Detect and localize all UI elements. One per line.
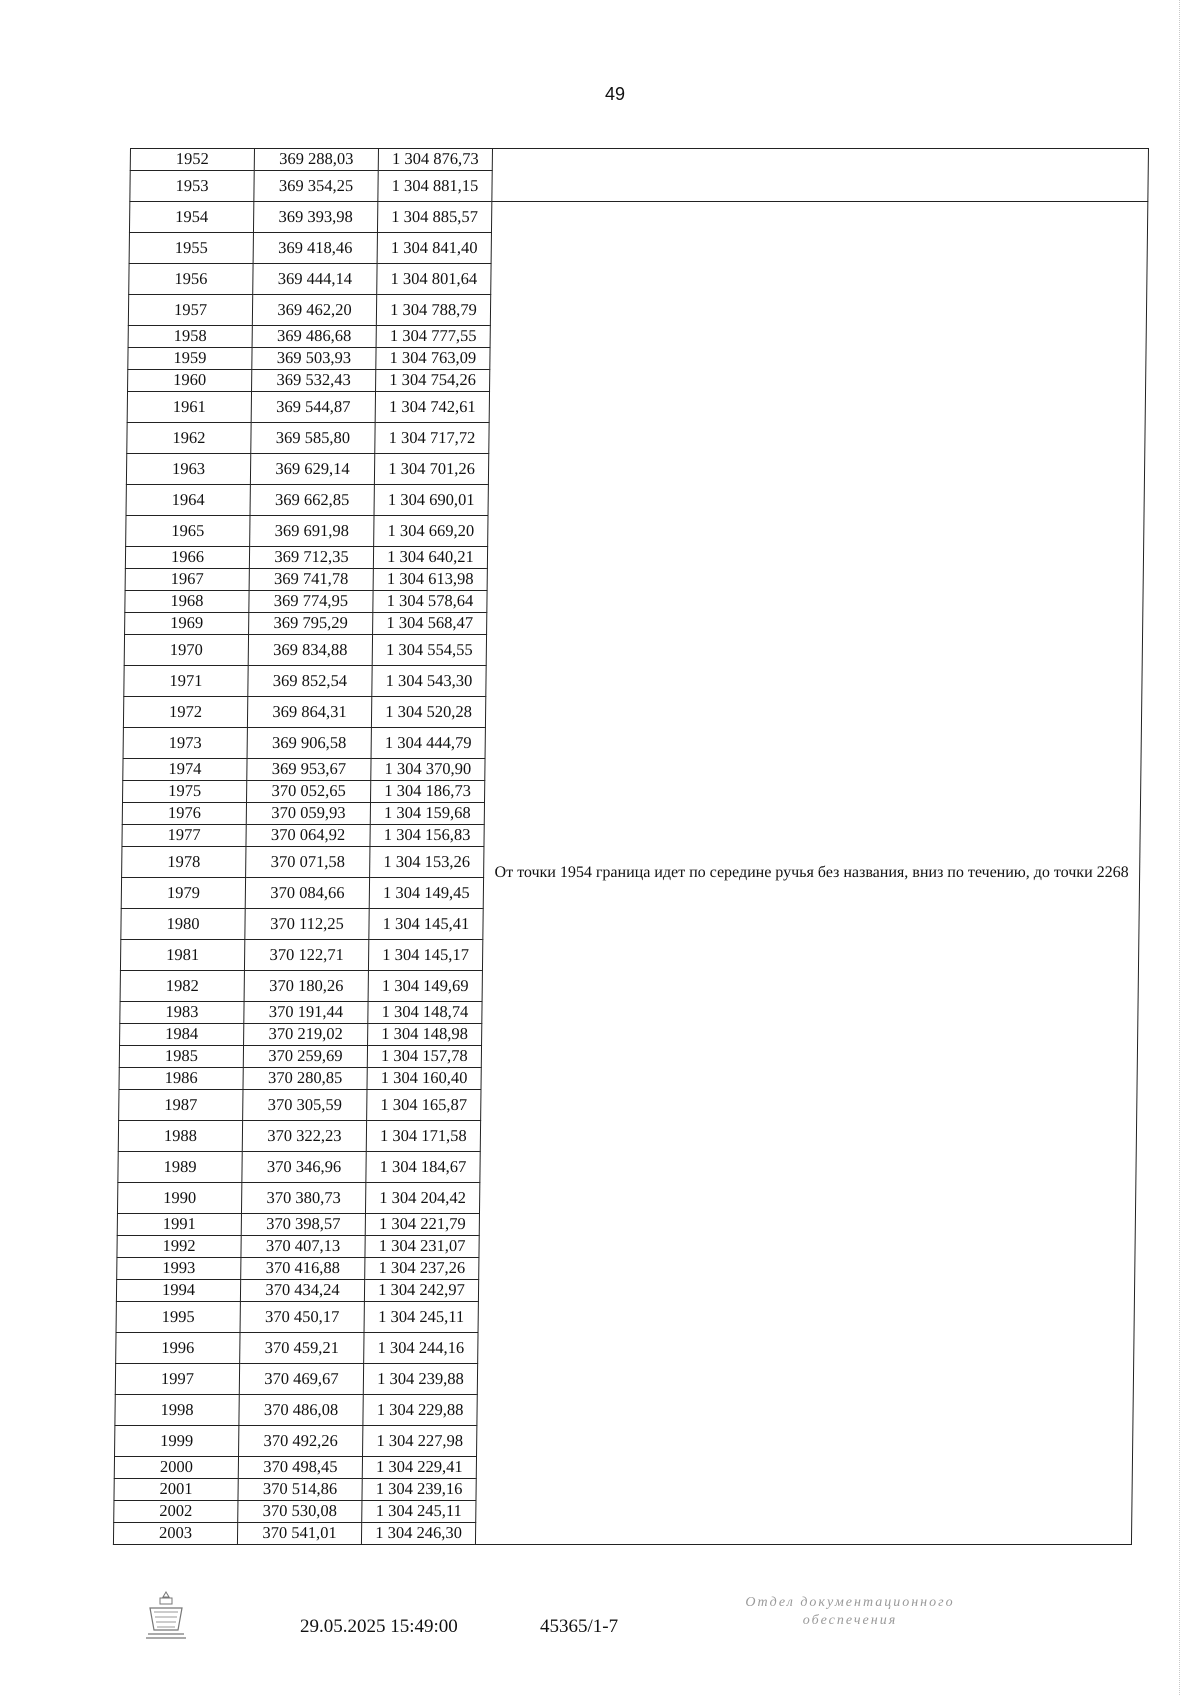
x-coordinate-cell: 370 052,65 [247, 781, 371, 803]
point-number-cell: 1976 [122, 803, 246, 825]
x-coordinate-cell: 370 498,45 [238, 1457, 362, 1479]
y-coordinate-cell: 1 304 763,09 [376, 348, 490, 370]
boundary-description-cell: От точки 1954 граница идет по середине ручья без названия, вниз по течению, до точки 2268 [475, 202, 1147, 1545]
x-coordinate-cell: 370 407,13 [241, 1236, 365, 1258]
point-number-cell: 1965 [126, 516, 250, 547]
point-number-cell: 1963 [126, 454, 250, 485]
x-coordinate-cell: 369 418,46 [253, 233, 377, 264]
point-number-cell: 1960 [128, 370, 252, 392]
x-coordinate-cell: 370 514,86 [238, 1479, 362, 1501]
x-coordinate-cell: 370 398,57 [241, 1214, 365, 1236]
point-number-cell: 1979 [121, 878, 245, 909]
scan-edge-artifact [1179, 0, 1200, 1695]
y-coordinate-cell: 1 304 841,40 [377, 233, 491, 264]
x-coordinate-cell: 370 305,59 [243, 1090, 367, 1121]
y-coordinate-cell: 1 304 717,72 [375, 423, 489, 454]
point-number-cell: 1992 [117, 1236, 241, 1258]
y-coordinate-cell: 1 304 244,16 [364, 1333, 478, 1364]
x-coordinate-cell: 369 953,67 [247, 759, 371, 781]
table-row [130, 149, 1148, 171]
x-coordinate-cell: 369 852,54 [248, 666, 372, 697]
y-coordinate-cell: 1 304 881,15 [378, 171, 492, 202]
x-coordinate-cell: 370 259,69 [243, 1046, 367, 1068]
y-coordinate-cell: 1 304 242,97 [364, 1280, 478, 1302]
x-coordinate-cell: 370 486,08 [239, 1395, 363, 1426]
x-coordinate-cell: 369 503,93 [252, 348, 376, 370]
blank-merged-cell [492, 149, 1149, 202]
x-coordinate-cell: 369 354,25 [254, 171, 378, 202]
point-number-cell: 1983 [120, 1002, 244, 1024]
y-coordinate-cell: 1 304 742,61 [375, 392, 489, 423]
x-coordinate-cell: 369 906,58 [247, 728, 371, 759]
x-coordinate-cell: 370 322,23 [242, 1121, 366, 1152]
x-coordinate-cell: 369 462,20 [252, 295, 376, 326]
point-number-cell: 1968 [125, 591, 249, 613]
point-number-cell: 2000 [114, 1457, 238, 1479]
point-number-cell: 1970 [124, 635, 248, 666]
y-coordinate-cell: 1 304 690,01 [374, 485, 488, 516]
y-coordinate-cell: 1 304 184,67 [366, 1152, 480, 1183]
y-coordinate-cell: 1 304 239,88 [363, 1364, 477, 1395]
y-coordinate-cell: 1 304 237,26 [365, 1258, 479, 1280]
y-coordinate-cell: 1 304 229,41 [362, 1457, 476, 1479]
y-coordinate-cell: 1 304 543,30 [372, 666, 486, 697]
x-coordinate-cell: 370 280,85 [243, 1068, 367, 1090]
y-coordinate-cell: 1 304 153,26 [370, 847, 484, 878]
x-coordinate-cell: 370 492,26 [239, 1426, 363, 1457]
emblem-icon [144, 1590, 188, 1640]
y-coordinate-cell: 1 304 578,64 [373, 591, 487, 613]
y-coordinate-cell: 1 304 777,55 [376, 326, 490, 348]
x-coordinate-cell: 370 112,25 [245, 909, 369, 940]
x-coordinate-cell: 370 469,67 [239, 1364, 363, 1395]
y-coordinate-cell: 1 304 885,57 [377, 202, 491, 233]
point-number-cell: 1981 [120, 940, 244, 971]
point-number-cell: 1955 [129, 233, 253, 264]
page-footer [0, 1590, 1200, 1650]
point-number-cell: 1977 [122, 825, 246, 847]
point-number-cell: 1956 [129, 264, 253, 295]
y-coordinate-cell: 1 304 157,78 [367, 1046, 481, 1068]
y-coordinate-cell: 1 304 246,30 [361, 1523, 475, 1545]
x-coordinate-cell: 370 380,73 [241, 1183, 365, 1214]
point-number-cell: 1996 [116, 1333, 240, 1364]
y-coordinate-cell: 1 304 239,16 [362, 1479, 476, 1501]
x-coordinate-cell: 369 662,85 [250, 485, 374, 516]
point-number-cell: 1987 [119, 1090, 243, 1121]
point-number-cell: 1954 [129, 202, 253, 233]
x-coordinate-cell: 370 180,26 [244, 971, 368, 1002]
point-number-cell: 1998 [115, 1395, 239, 1426]
y-coordinate-cell: 1 304 444,79 [371, 728, 485, 759]
y-coordinate-cell: 1 304 231,07 [365, 1236, 479, 1258]
y-coordinate-cell: 1 304 520,28 [371, 697, 485, 728]
y-coordinate-cell: 1 304 701,26 [374, 454, 488, 485]
x-coordinate-cell: 370 459,21 [240, 1333, 364, 1364]
x-coordinate-cell: 370 059,93 [246, 803, 370, 825]
stamp-line-2: обеспечения [802, 1612, 898, 1628]
point-number-cell: 1966 [125, 547, 249, 569]
point-number-cell: 1989 [118, 1152, 242, 1183]
x-coordinate-cell: 370 434,24 [240, 1280, 364, 1302]
table-row [129, 202, 1147, 233]
x-coordinate-cell: 369 741,78 [249, 569, 373, 591]
x-coordinate-cell: 370 346,96 [242, 1152, 366, 1183]
point-number-cell: 1961 [127, 392, 251, 423]
y-coordinate-cell: 1 304 370,90 [371, 759, 485, 781]
point-number-cell: 1993 [117, 1258, 241, 1280]
x-coordinate-cell: 369 774,95 [249, 591, 373, 613]
point-number-cell: 1978 [122, 847, 246, 878]
point-number-cell: 1985 [119, 1046, 243, 1068]
point-number-cell: 1958 [128, 326, 252, 348]
y-coordinate-cell: 1 304 669,20 [374, 516, 488, 547]
x-coordinate-cell: 370 191,44 [244, 1002, 368, 1024]
y-coordinate-cell: 1 304 148,98 [368, 1024, 482, 1046]
point-number-cell: 1975 [123, 781, 247, 803]
y-coordinate-cell: 1 304 160,40 [367, 1068, 481, 1090]
x-coordinate-cell: 369 585,80 [251, 423, 375, 454]
y-coordinate-cell: 1 304 876,73 [378, 149, 492, 171]
x-coordinate-cell: 370 219,02 [244, 1024, 368, 1046]
y-coordinate-cell: 1 304 788,79 [376, 295, 490, 326]
x-coordinate-cell: 369 712,35 [249, 547, 373, 569]
x-coordinate-cell: 369 486,68 [252, 326, 376, 348]
x-coordinate-cell: 370 064,92 [246, 825, 370, 847]
y-coordinate-cell: 1 304 204,42 [365, 1183, 479, 1214]
y-coordinate-cell: 1 304 165,87 [367, 1090, 481, 1121]
x-coordinate-cell: 369 864,31 [247, 697, 371, 728]
point-number-cell: 1952 [130, 149, 254, 171]
point-number-cell: 1969 [125, 613, 249, 635]
x-coordinate-cell: 370 530,08 [238, 1501, 362, 1523]
footer-timestamp: 29.05.2025 15:49:00 [300, 1616, 458, 1637]
y-coordinate-cell: 1 304 149,45 [369, 878, 483, 909]
point-number-cell: 1984 [120, 1024, 244, 1046]
x-coordinate-cell: 369 288,03 [254, 149, 378, 171]
coordinates-table-body [113, 149, 1148, 1545]
y-coordinate-cell: 1 304 640,21 [373, 547, 487, 569]
point-number-cell: 1982 [120, 971, 244, 1002]
point-number-cell: 1964 [126, 485, 250, 516]
point-number-cell: 1953 [130, 171, 254, 202]
y-coordinate-cell: 1 304 754,26 [376, 370, 490, 392]
point-number-cell: 2001 [114, 1479, 238, 1501]
point-number-cell: 1967 [125, 569, 249, 591]
y-coordinate-cell: 1 304 245,11 [362, 1501, 476, 1523]
point-number-cell: 1957 [128, 295, 252, 326]
coordinates-table [113, 148, 1149, 1545]
y-coordinate-cell: 1 304 229,88 [363, 1395, 477, 1426]
department-stamp [700, 1594, 1000, 1629]
stamp-line-1: Отдел документационного [745, 1595, 955, 1610]
y-coordinate-cell: 1 304 156,83 [370, 825, 484, 847]
point-number-cell: 1988 [118, 1121, 242, 1152]
point-number-cell: 1962 [127, 423, 251, 454]
point-number-cell: 1999 [115, 1426, 239, 1457]
y-coordinate-cell: 1 304 148,74 [368, 1002, 482, 1024]
point-number-cell: 2003 [113, 1523, 237, 1545]
x-coordinate-cell: 369 544,87 [251, 392, 375, 423]
y-coordinate-cell: 1 304 186,73 [371, 781, 485, 803]
point-number-cell: 1994 [116, 1280, 240, 1302]
x-coordinate-cell: 369 834,88 [248, 635, 372, 666]
y-coordinate-cell: 1 304 149,69 [368, 971, 482, 1002]
point-number-cell: 1991 [117, 1214, 241, 1236]
point-number-cell: 1972 [123, 697, 247, 728]
y-coordinate-cell: 1 304 554,55 [372, 635, 486, 666]
y-coordinate-cell: 1 304 613,98 [373, 569, 487, 591]
x-coordinate-cell: 370 071,58 [246, 847, 370, 878]
footer-document-number: 45365/1-7 [540, 1616, 619, 1637]
y-coordinate-cell: 1 304 227,98 [363, 1426, 477, 1457]
point-number-cell: 1971 [124, 666, 248, 697]
x-coordinate-cell: 370 122,71 [244, 940, 368, 971]
point-number-cell: 1997 [115, 1364, 239, 1395]
y-coordinate-cell: 1 304 568,47 [373, 613, 487, 635]
x-coordinate-cell: 369 691,98 [250, 516, 374, 547]
y-coordinate-cell: 1 304 145,17 [368, 940, 482, 971]
point-number-cell: 1973 [123, 728, 247, 759]
x-coordinate-cell: 370 416,88 [241, 1258, 365, 1280]
x-coordinate-cell: 369 393,98 [253, 202, 377, 233]
y-coordinate-cell: 1 304 171,58 [366, 1121, 480, 1152]
point-number-cell: 1974 [123, 759, 247, 781]
y-coordinate-cell: 1 304 245,11 [364, 1302, 478, 1333]
x-coordinate-cell: 370 450,17 [240, 1302, 364, 1333]
x-coordinate-cell: 370 084,66 [245, 878, 369, 909]
point-number-cell: 1959 [128, 348, 252, 370]
point-number-cell: 1995 [116, 1302, 240, 1333]
page-number: 49 [604, 84, 626, 104]
x-coordinate-cell: 369 795,29 [249, 613, 373, 635]
x-coordinate-cell: 369 444,14 [253, 264, 377, 295]
y-coordinate-cell: 1 304 145,41 [369, 909, 483, 940]
point-number-cell: 2002 [114, 1501, 238, 1523]
point-number-cell: 1990 [117, 1183, 241, 1214]
point-number-cell: 1980 [121, 909, 245, 940]
y-coordinate-cell: 1 304 801,64 [377, 264, 491, 295]
x-coordinate-cell: 369 629,14 [250, 454, 374, 485]
x-coordinate-cell: 370 541,01 [237, 1523, 361, 1545]
x-coordinate-cell: 369 532,43 [252, 370, 376, 392]
point-number-cell: 1986 [119, 1068, 243, 1090]
y-coordinate-cell: 1 304 221,79 [365, 1214, 479, 1236]
y-coordinate-cell: 1 304 159,68 [370, 803, 484, 825]
